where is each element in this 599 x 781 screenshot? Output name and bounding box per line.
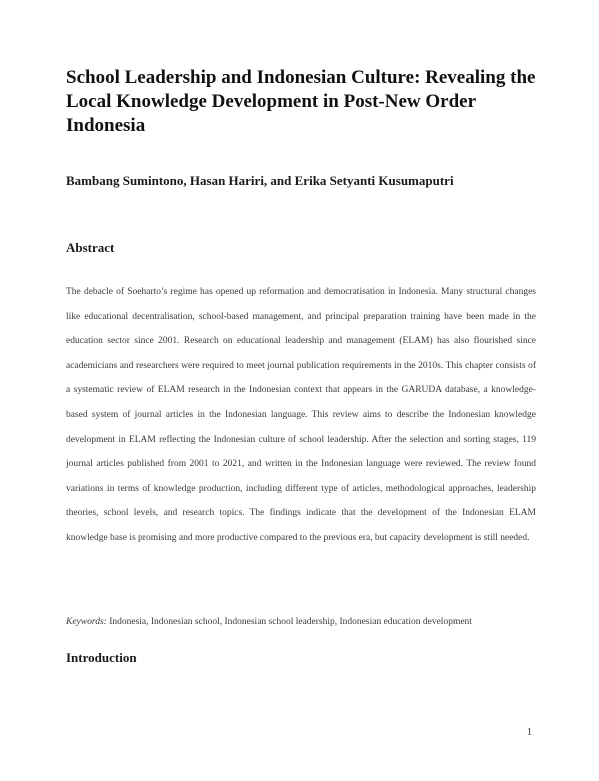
introduction-heading: Introduction (66, 650, 137, 665)
page-number: 1 (527, 727, 532, 738)
abstract-text: The debacle of Soeharto’s regime has opened up reformation and democratisation in Indonesia. Many structural changes like educational decentralisation, school-based management, and principal preparation training have been made in the education sector since 2001. Research on educational leadership and management (ELAM) has also flourished since academicians and researchers were required to meet journal publication requirements in the 2010s. This chapter consists of a systematic review of ELAM research in the Indonesian context that appears in the GARUDA database, a knowledge-based system of journal articles in the Indonesian language. This review aims to describe the Indonesian knowledge development in ELAM reflecting the Indonesian culture of school leadership. After the selection and sorting stages, 119 journal articles published from 2001 to 2021, and written in the Indonesian language were reviewed. The review found variations in terms of knowledge production, including different type of articles, methodological approaches, leadership theories, school levels, and research topics. The findings indicate that the development of the Indonesian ELAM knowledge base is promising and more productive compared to the previous era, but capacity development is still needed. (66, 287, 536, 543)
paper-title: School Leadership and Indonesian Culture: Revealing the Local Knowledge Development in Post-New Order Indonesia (66, 67, 536, 136)
abstract-heading: Abstract (66, 240, 115, 255)
author-list: Bambang Sumintono, Hasan Hariri, and Erika Setyanti Kusumaputri (66, 173, 454, 188)
keywords-text: Indonesia, Indonesian school, Indonesian school leadership, Indonesian education development (106, 617, 472, 627)
keywords-label: Keywords: (66, 617, 107, 627)
keywords-line (66, 614, 536, 630)
